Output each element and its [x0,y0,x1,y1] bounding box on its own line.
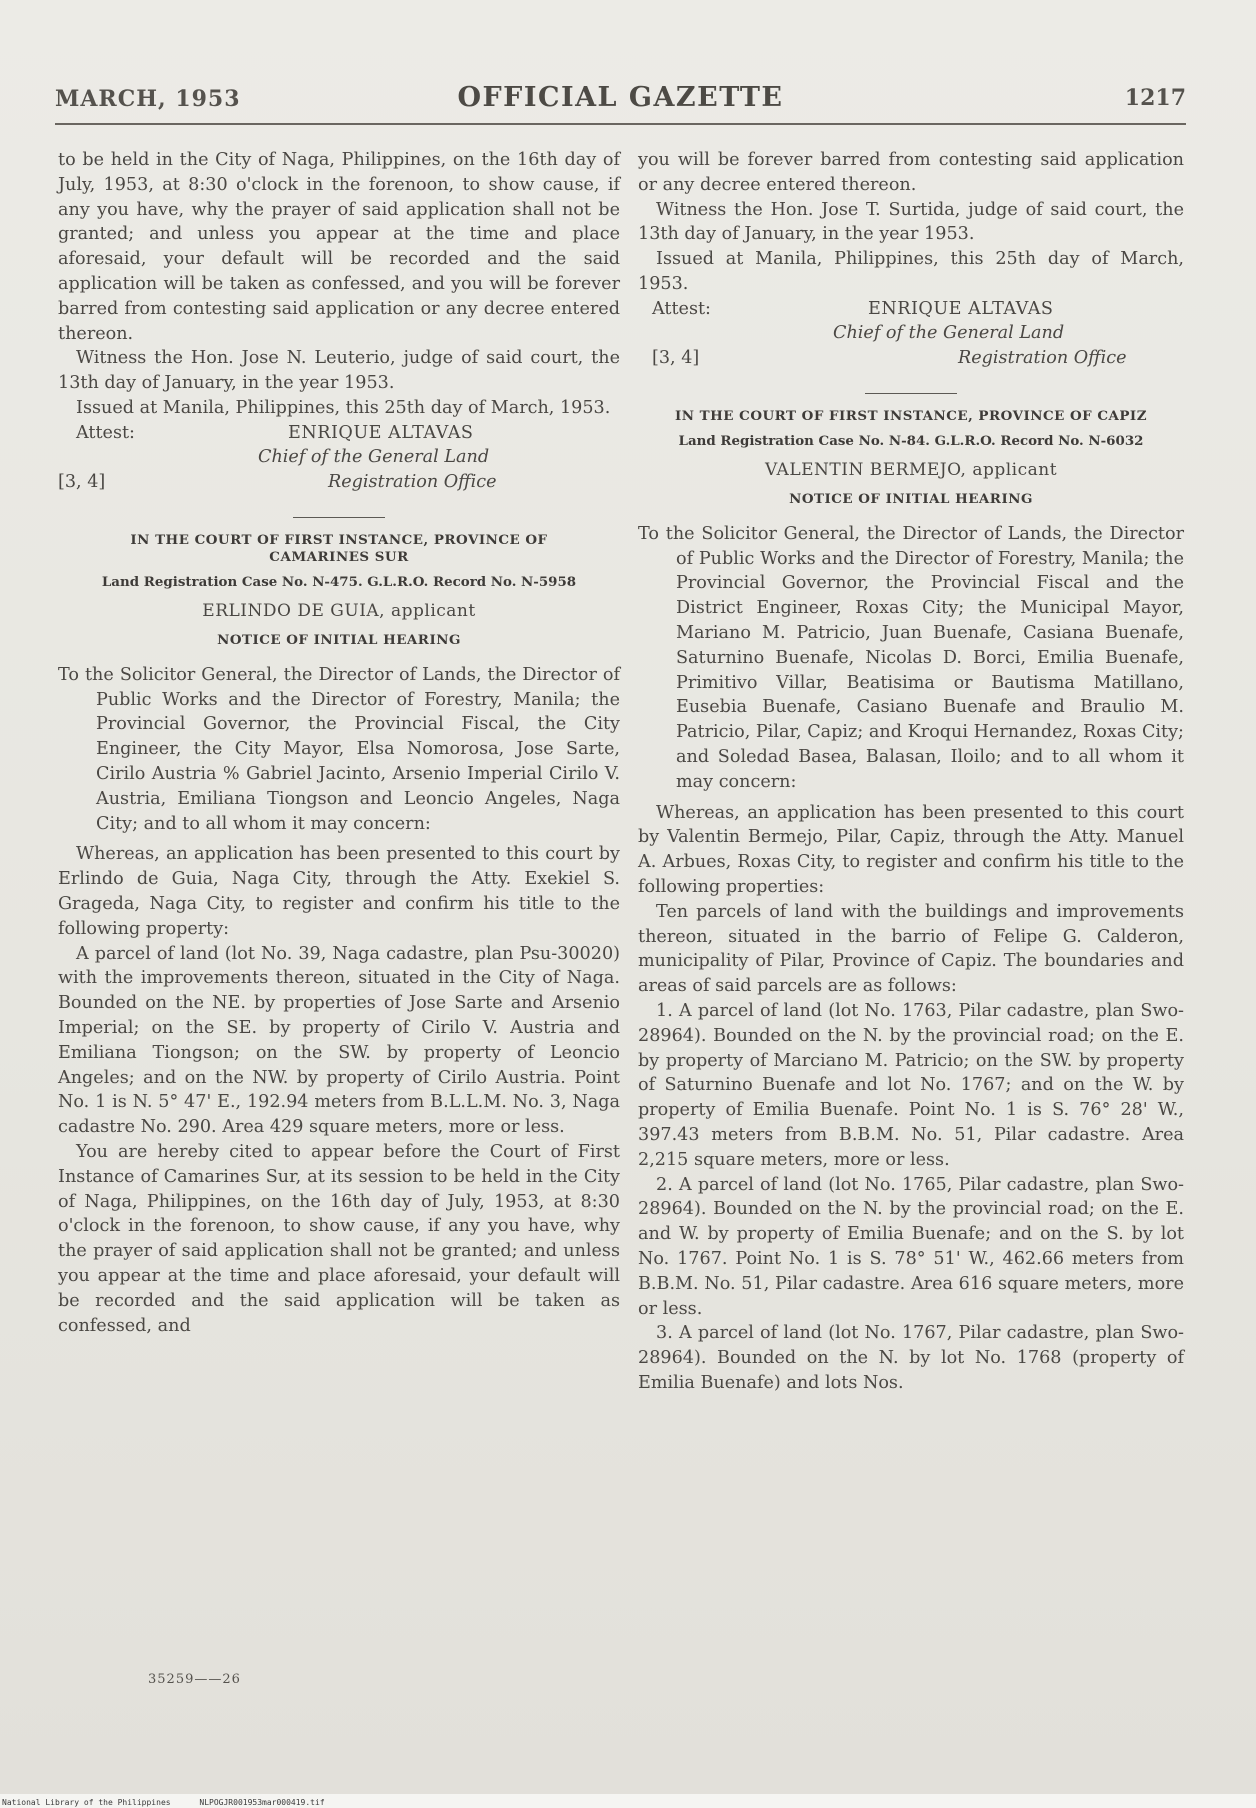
case-number: Land Registration Case No. N-475. G.L.R.O. Record No. N-5958 [101,574,577,591]
attest-signatory: ENRIQUE ALTAVAS [288,422,474,443]
attest-title-line-1: Chief of the General Land [833,322,1065,343]
attest-block [58,421,620,495]
section-divider [865,393,957,395]
parcel-2-paragraph: 2. A parcel of land (lot No. 1765, Pilar cadastre, plan Swo-28964). Bounded on the N. by the provincial road; on the E. and W. by property of Emilia Buenafe; and on the S. by lot No. 1767. Point No. 1 is S. 78° 51' W., 462.66 meters from B.B.M. No. 51, Pilar cadastre. Area 616 square meters, more or less. [638,1174,1184,1319]
archive-filename: NLPOGJR001953mar000419.tif [199,1798,325,1807]
parcel-3-paragraph: 3. A parcel of land (lot No. 1767, Pilar cadastre, plan Swo-28964). Bounded on the N. by lot No. 1768 (property of Emilia Buenafe) and lots Nos. [638,1323,1184,1393]
left-column [58,148,620,1338]
section-divider [293,517,385,519]
notice-heading: NOTICE OF INITIAL HEARING [217,632,461,649]
applicant-name: ERLINDO DE GUIA, applicant [202,601,476,622]
attest-block [638,297,1184,371]
page-number: 1217 [1124,85,1186,111]
issued-paragraph: Issued at Manila, Philippines, this 25th day of March, 1953. [638,249,1184,294]
parcel-paragraph: A parcel of land (lot No. 39, Naga cadastre, plan Psu-30020) with the improvements thereon, situated in the City of Naga. Bounded on the NE. by properties of Jose Sarte and Arsenio Imperial; on the SE. by property of Cirilo V. Austria and Emiliana Tiongson; on the SW. by property of Leoncio Angeles; and on the NW. by property of Cirilo Austria. Point No. 1 is N. 5° 47' E., 192.94 meters from B.L.L.M. No. 3, Naga cadastre No. 290. Area 429 square meters, more or less. [58,943,620,1138]
parcels-intro-paragraph: Ten parcels of land with the buildings and improvements thereon, situated in the barrio of Felipe G. Calderon, municipality of Pilar, Province of Capiz. The boundaries and areas of said parcels are as follows: [638,901,1184,997]
archive-stamp [2,1798,349,1807]
print-code: 35259——26 [148,1672,241,1687]
court-heading: IN THE COURT OF FIRST INSTANCE, PROVINCE OF CAPIZ [675,408,1147,425]
attest-label: Attest: [652,298,711,319]
attest-signatory: ENRIQUE ALTAVAS [868,298,1054,319]
addressees-paragraph: To the Solicitor General, the Director of Lands, the Director of Public Works and the Director of Forestry, Manila; the Provincial Governor, the Provincial Fiscal, the City Engineer, the City Mayor, Elsa Nomorosa, Jose Sarte, Cirilo Austria % Gabriel Jacinto, Arsenio Imperial Cirilo V. Austria, Emiliana Tiongson and Leoncio Angeles, Naga City; and to all whom it may concern: [58,664,620,834]
attest-title-line-1: Chief of the General Land [258,446,490,467]
publication-title: OFFICIAL GAZETTE [457,82,784,113]
page-header [55,82,1186,116]
case-number: Land Registration Case No. N-84. G.L.R.O. Record No. N-6032 [678,433,1144,450]
witness-paragraph: Witness the Hon. Jose N. Leuterio, judge of said court, the 13th day of January, in the year 1953. [58,348,620,394]
notice-continuation: to be held in the City of Naga, Philippines, on the 16th day of July, 1953, at 8:30 o'clock in the forenoon, to show cause, if any you have, why the prayer of said application shall not be granted; and unless you appear at the time and place aforesaid, your default will be recorded and the said application will be taken as confessed, and you will be forever barred from contesting said application or any decree entered thereon. [58,150,620,344]
attest-reference: [3, 4] [58,471,106,492]
whereas-paragraph: Whereas, an application has been presented to this court by Valentin Bermejo, Pilar, Capiz, through the Atty. Manuel A. Arbues, Roxas City, to register and confirm his title to the following properties: [638,802,1184,898]
applicant-name: VALENTIN BERMEJO, applicant [764,460,1058,481]
attest-title-line-2: Registration Office [328,471,497,492]
right-column [638,148,1184,1396]
addressees-paragraph: To the Solicitor General, the Director of Lands, the Director of Public Works and the Director of Forestry, Manila; the Provincial Governor, the Provincial Fiscal and the District Engineer, Roxas City; the Municipal Mayor, Mariano M. Patricio, Juan Buenafe, Casiana Buenafe, Saturnino Buenafe, Nicolas D. Borci, Emilia Buenafe, Primitivo Villar, Beatisima or Bautisma Matillano, Eusebia Buenafe, Casiano Buenafe and Braulio M. Patricio, Pilar, Capiz; and Kroqui Hernandez, Roxas City; and Soledad Basea, Balasan, Iloilo; and to all whom it may concern: [638,523,1184,792]
notice-heading: NOTICE OF INITIAL HEARING [789,491,1033,508]
whereas-paragraph: Whereas, an application has been presented to this court by Erlindo de Guia, Naga City, through the Atty. Exekiel S. Grageda, Naga City, to register and confirm his title to the following property: [58,844,620,939]
header-rule [55,123,1186,125]
header-date: MARCH, 1953 [55,86,241,112]
attest-reference: [3, 4] [652,347,700,368]
archive-footer [0,1794,1256,1808]
archive-library: National Library of the Philippines [2,1798,171,1807]
parcel-1-paragraph: 1. A parcel of land (lot No. 1763, Pilar cadastre, plan Swo-28964). Bounded on the N. by the provincial road; on the E. by property of Marciano M. Patricio; on the SW. by property of Saturnino Buenafe and lot No. 1767; and on the W. by property of Emilia Buenafe. Point No. 1 is S. 76° 28' W., 397.43 meters from B.B.M. No. 51, Pilar cadastre. Area 2,215 square meters, more or less. [638,1001,1184,1170]
issued-paragraph: Issued at Manila, Philippines, this 25th day of March, 1953. [76,397,611,418]
witness-paragraph: Witness the Hon. Jose T. Surtida, judge of said court, the 13th day of January, in the year 1953. [638,199,1184,245]
court-heading: IN THE COURT OF FIRST INSTANCE, PROVINCE OF CAMARINES SUR [130,532,548,566]
attest-title-line-2: Registration Office [958,347,1127,368]
attest-label: Attest: [76,422,135,443]
notice-continuation: you will be forever barred from contesting said application or any decree entered thereon. [638,150,1184,195]
citation-paragraph: You are hereby cited to appear before the Court of First Instance of Camarines Sur, at its session to be held in the City of Naga, Philippines, on the 16th day of July, 1953, at 8:30 o'clock in the forenoon, to show cause, if any you have, why the prayer of said application shall not be granted; and unless you appear at the time and place aforesaid, your default will be recorded and the said application will be taken as confessed, and [58,1142,620,1336]
